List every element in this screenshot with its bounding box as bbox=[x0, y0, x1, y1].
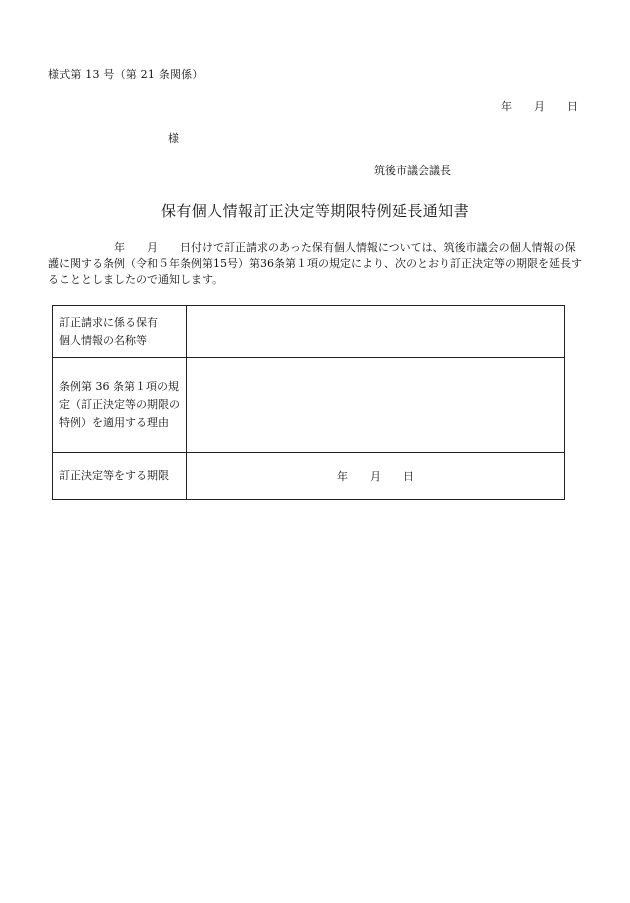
value-decision-deadline: 年 月 日 bbox=[187, 453, 565, 500]
table-row-decision-deadline bbox=[53, 453, 565, 500]
value-information-name bbox=[187, 306, 565, 358]
issuer-name: 筑後市議会議長 bbox=[374, 164, 451, 177]
document-title: 保有個人情報訂正決定等期限特例延長通知書 bbox=[160, 202, 469, 220]
label-information-name: 訂正請求に係る保有 個人情報の名称等 bbox=[53, 306, 187, 358]
label-decision-deadline: 訂正決定等をする期限 bbox=[53, 453, 187, 500]
table-row-extension-reason bbox=[53, 358, 565, 453]
notice-body-paragraph: 年 月 日付けで訂正請求のあった保有個人情報については、筑後市議会の個人情報の保護に関する条例（令和５年条例第15号）第36条第１項の規定により、次のとおり訂正決定等の期限を延長することとしましたので通知します。 bbox=[48, 241, 582, 286]
date-line: 年 月 日 bbox=[501, 100, 578, 113]
notice-details-table bbox=[52, 305, 565, 500]
form-number: 様式第 13 号（第 21 条関係） bbox=[48, 68, 204, 81]
addressee-honorific: 様 bbox=[168, 132, 179, 145]
value-extension-reason bbox=[187, 358, 565, 453]
table-row-information-name bbox=[53, 306, 565, 358]
label-extension-reason: 条例第 36 条第１項の規 定（訂正決定等の期限の 特例）を適用する理由 bbox=[53, 358, 187, 453]
